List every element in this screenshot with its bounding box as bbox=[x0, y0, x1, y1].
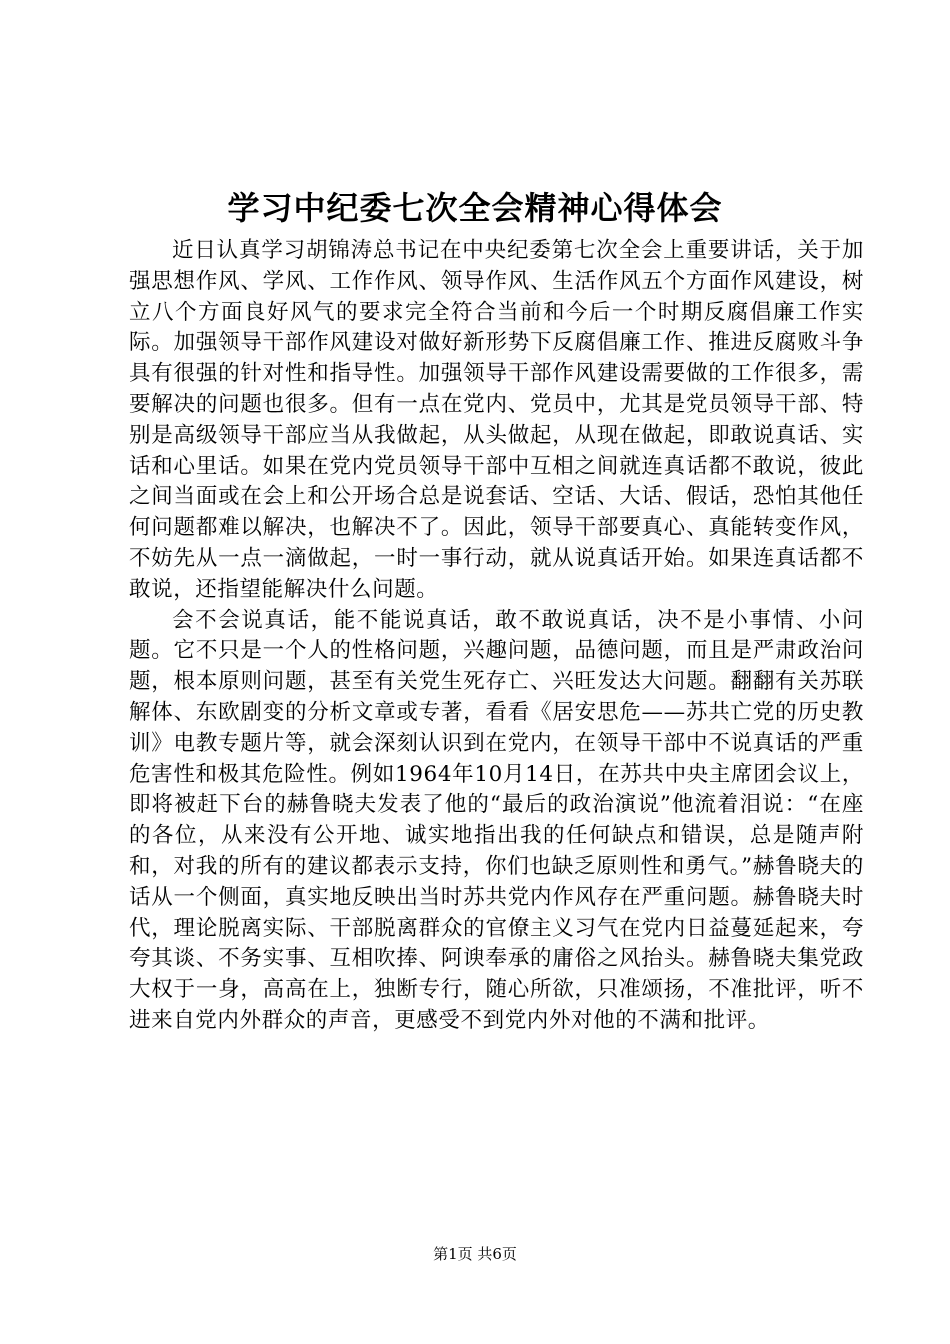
page-number-footer: 第1页 共6页 bbox=[433, 1245, 517, 1263]
document-body bbox=[129, 236, 864, 1037]
document-title: 学习中纪委七次全会精神心得体会 bbox=[227, 189, 723, 227]
paragraph-2: 会不会说真话，能不能说真话，敢不敢说真话，决不是小事情、小问题。它不只是一个人的性格问题，兴趣问题，品德问题，而且是严肃政治问题，根本原则问题，甚至有关党生死存亡、兴旺发达大问题。翻翻有关苏联解体、东欧剧变的分析文章或专著，看看《居安思危——苏共亡党的历史教训》电教专题片等，就会深刻认识到在党内，在领导干部中不说真话的严重危害性和极其危险性。例如1964年10月14日，在苏共中央主席团会议上，即将被赶下台的赫鲁晓夫发表了他的“最后的政治演说”他流着泪说：“在座的各位，从来没有公开地、诚实地指出我的任何缺点和错误，总是随声附和，对我的所有的建议都表示支持，你们也缺乏原则性和勇气。”赫鲁晓夫的话从一个侧面，真实地反映出当时苏共党内作风存在严重问题。赫鲁晓夫时代，理论脱离实际、干部脱离群众的官僚主义习气在党内日益蔓延起来，夸夸其谈、不务实事、互相吹捧、阿谀奉承的庸俗之风抬头。赫鲁晓夫集党政大权于一身，高高在上，独断专行，随心所欲，只准颂扬，不准批评，听不进来自党内外群众的声音，更感受不到党内外对他的不满和批评。 bbox=[129, 607, 864, 1033]
paragraph-1: 近日认真学习胡锦涛总书记在中央纪委第七次全会上重要讲话，关于加强思想作风、学风、工作作风、领导作风、生活作风五个方面作风建设，树立八个方面良好风气的要求完全符合当前和今后一个时期反腐倡廉工作实际。加强领导干部作风建设对做好新形势下反腐倡廉工作、推进反腐败斗争具有很强的针对性和指导性。加强领导干部作风建设需要做的工作很多，需要解决的问题也很多。但有一点在党内、党员中，尤其是党员领导干部、特别是高级领导干部应当从我做起，从头做起，从现在做起，即敢说真话、实话和心里话。如果在党内党员领导干部中互相之间就连真话都不敢说，彼此之间当面或在会上和公开场合总是说套话、空话、大话、假话，恐怕其他任何问题都难以解决，也解决不了。因此，领导干部要真心、真能转变作风，不妨先从一点一滴做起，一时一事行动，就从说真话开始。如果连真话都不敢说，还指望能解决什么问题。 bbox=[129, 238, 864, 602]
